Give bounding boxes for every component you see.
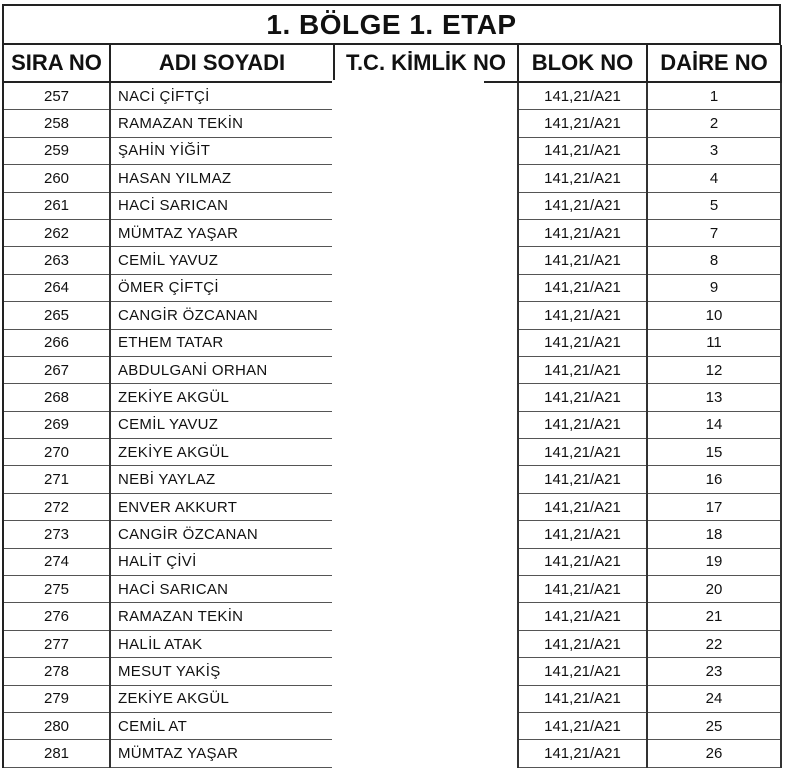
- header-daire-no: DAİRE NO: [647, 45, 781, 82]
- daire-no-cell: 25: [647, 712, 781, 739]
- header-tc-kimlik-no: T.C. KİMLİK NO: [334, 45, 518, 82]
- daire-no-cell: 11: [647, 329, 781, 356]
- adi-soyadi-cell: ZEKİYE AKGÜL: [110, 439, 334, 466]
- adi-soyadi-cell: HALİT ÇİVİ: [110, 548, 334, 575]
- daire-no-cell: 7: [647, 219, 781, 246]
- sira-no-cell: 264: [4, 274, 110, 301]
- daire-no-cell: 22: [647, 630, 781, 657]
- sira-no-cell: 270: [4, 439, 110, 466]
- blok-no-cell: 141,21/A21: [518, 548, 647, 575]
- adi-soyadi-cell: RAMAZAN TEKİN: [110, 603, 334, 630]
- daire-no-cell: 4: [647, 165, 781, 192]
- sira-no-cell: 279: [4, 685, 110, 712]
- adi-soyadi-cell: MÜMTAZ YAŞAR: [110, 740, 334, 767]
- adi-soyadi-cell: HACİ SARICAN: [110, 192, 334, 219]
- sira-no-cell: 281: [4, 740, 110, 767]
- blok-no-cell: 141,21/A21: [518, 302, 647, 329]
- daire-no-cell: 1: [647, 82, 781, 110]
- sira-no-cell: 269: [4, 411, 110, 438]
- blok-no-cell: 141,21/A21: [518, 411, 647, 438]
- blok-no-cell: 141,21/A21: [518, 165, 647, 192]
- daire-no-cell: 13: [647, 384, 781, 411]
- blok-no-cell: 141,21/A21: [518, 740, 647, 767]
- adi-soyadi-cell: NEBİ YAYLAZ: [110, 466, 334, 493]
- daire-no-cell: 14: [647, 411, 781, 438]
- blok-no-cell: 141,21/A21: [518, 576, 647, 603]
- sira-no-cell: 277: [4, 630, 110, 657]
- blok-no-cell: 141,21/A21: [518, 712, 647, 739]
- blok-no-cell: 141,21/A21: [518, 439, 647, 466]
- blok-no-cell: 141,21/A21: [518, 685, 647, 712]
- sira-no-cell: 271: [4, 466, 110, 493]
- blok-no-cell: 141,21/A21: [518, 110, 647, 137]
- blok-no-cell: 141,21/A21: [518, 247, 647, 274]
- sira-no-cell: 259: [4, 137, 110, 164]
- sira-no-cell: 268: [4, 384, 110, 411]
- daire-no-cell: 16: [647, 466, 781, 493]
- daire-no-cell: 5: [647, 192, 781, 219]
- daire-no-cell: 15: [647, 439, 781, 466]
- adi-soyadi-cell: CANGİR ÖZCANAN: [110, 521, 334, 548]
- blok-no-cell: 141,21/A21: [518, 274, 647, 301]
- adi-soyadi-cell: ZEKİYE AKGÜL: [110, 384, 334, 411]
- daire-no-cell: 20: [647, 576, 781, 603]
- sira-no-cell: 278: [4, 658, 110, 685]
- blok-no-cell: 141,21/A21: [518, 521, 647, 548]
- blok-no-cell: 141,21/A21: [518, 137, 647, 164]
- redacted-area: [332, 80, 484, 780]
- adi-soyadi-cell: CEMİL YAVUZ: [110, 411, 334, 438]
- daire-no-cell: 10: [647, 302, 781, 329]
- adi-soyadi-cell: HASAN YILMAZ: [110, 165, 334, 192]
- adi-soyadi-cell: NACİ ÇİFTÇİ: [110, 82, 334, 110]
- sira-no-cell: 258: [4, 110, 110, 137]
- sira-no-cell: 280: [4, 712, 110, 739]
- daire-no-cell: 17: [647, 493, 781, 520]
- blok-no-cell: 141,21/A21: [518, 384, 647, 411]
- page-title: 1. BÖLGE 1. ETAP: [4, 6, 781, 45]
- adi-soyadi-cell: ÖMER ÇİFTÇİ: [110, 274, 334, 301]
- blok-no-cell: 141,21/A21: [518, 603, 647, 630]
- adi-soyadi-cell: ENVER AKKURT: [110, 493, 334, 520]
- blok-no-cell: 141,21/A21: [518, 82, 647, 110]
- adi-soyadi-cell: CANGİR ÖZCANAN: [110, 302, 334, 329]
- sira-no-cell: 262: [4, 219, 110, 246]
- adi-soyadi-cell: HACİ SARICAN: [110, 576, 334, 603]
- sira-no-cell: 272: [4, 493, 110, 520]
- adi-soyadi-cell: ŞAHİN YİĞİT: [110, 137, 334, 164]
- daire-no-cell: 21: [647, 603, 781, 630]
- header-sira-no: SIRA NO: [4, 45, 110, 82]
- blok-no-cell: 141,21/A21: [518, 329, 647, 356]
- sira-no-cell: 273: [4, 521, 110, 548]
- table-header-row: [4, 45, 781, 82]
- header-adi-soyadi: ADI SOYADI: [110, 45, 334, 82]
- adi-soyadi-cell: CEMİL AT: [110, 712, 334, 739]
- adi-soyadi-cell: ABDULGANİ ORHAN: [110, 356, 334, 383]
- sira-no-cell: 257: [4, 82, 110, 110]
- adi-soyadi-cell: ETHEM TATAR: [110, 329, 334, 356]
- daire-no-cell: 2: [647, 110, 781, 137]
- header-blok-no: BLOK NO: [518, 45, 647, 82]
- sira-no-cell: 266: [4, 329, 110, 356]
- daire-no-cell: 18: [647, 521, 781, 548]
- sira-no-cell: 274: [4, 548, 110, 575]
- daire-no-cell: 8: [647, 247, 781, 274]
- sira-no-cell: 267: [4, 356, 110, 383]
- daire-no-cell: 12: [647, 356, 781, 383]
- blok-no-cell: 141,21/A21: [518, 466, 647, 493]
- daire-no-cell: 3: [647, 137, 781, 164]
- sira-no-cell: 260: [4, 165, 110, 192]
- sira-no-cell: 265: [4, 302, 110, 329]
- daire-no-cell: 24: [647, 685, 781, 712]
- adi-soyadi-cell: CEMİL YAVUZ: [110, 247, 334, 274]
- blok-no-cell: 141,21/A21: [518, 192, 647, 219]
- blok-no-cell: 141,21/A21: [518, 630, 647, 657]
- adi-soyadi-cell: MESUT YAKİŞ: [110, 658, 334, 685]
- adi-soyadi-cell: MÜMTAZ YAŞAR: [110, 219, 334, 246]
- daire-no-cell: 26: [647, 740, 781, 767]
- daire-no-cell: 23: [647, 658, 781, 685]
- adi-soyadi-cell: HALİL ATAK: [110, 630, 334, 657]
- sira-no-cell: 263: [4, 247, 110, 274]
- blok-no-cell: 141,21/A21: [518, 493, 647, 520]
- adi-soyadi-cell: RAMAZAN TEKİN: [110, 110, 334, 137]
- sira-no-cell: 276: [4, 603, 110, 630]
- adi-soyadi-cell: ZEKİYE AKGÜL: [110, 685, 334, 712]
- blok-no-cell: 141,21/A21: [518, 658, 647, 685]
- sira-no-cell: 275: [4, 576, 110, 603]
- blok-no-cell: 141,21/A21: [518, 219, 647, 246]
- daire-no-cell: 9: [647, 274, 781, 301]
- daire-no-cell: 19: [647, 548, 781, 575]
- sira-no-cell: 261: [4, 192, 110, 219]
- blok-no-cell: 141,21/A21: [518, 356, 647, 383]
